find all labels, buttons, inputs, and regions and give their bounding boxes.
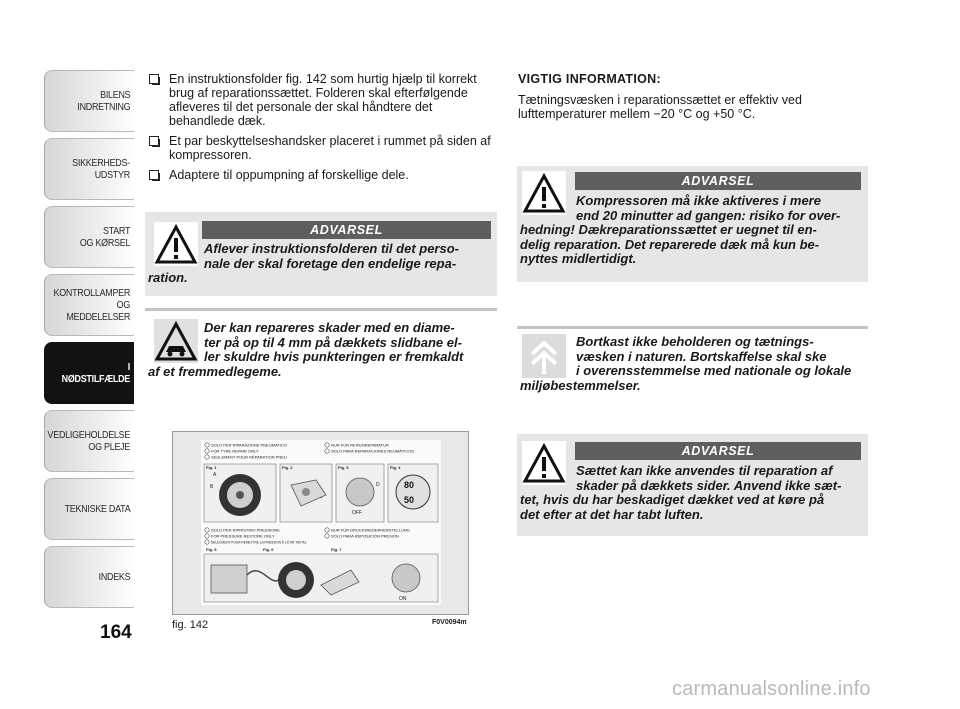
figure-label: 80 bbox=[404, 480, 415, 490]
left-column bbox=[145, 72, 497, 188]
info-title: VIGTIG INFORMATION: bbox=[518, 72, 661, 86]
tab-label: TEKNISKE DATA bbox=[64, 503, 130, 515]
folder-illustration bbox=[201, 440, 441, 605]
panel-text: SOLO PARA REPARACIONES NEUMÁTICOS bbox=[331, 448, 414, 454]
figure-label: Fig. 4 bbox=[390, 465, 401, 470]
tab-sikkerhedsudstyr[interactable] bbox=[44, 138, 134, 200]
figure-label: Fig. 1 bbox=[206, 465, 217, 470]
figure-label: 50 bbox=[404, 495, 415, 505]
figure-label: OFF bbox=[352, 510, 362, 516]
instruction-folder-figure bbox=[172, 431, 469, 615]
tab-label: INDEKS bbox=[98, 571, 130, 583]
warning-text: Kompressoren må ikke aktiveres i mere end 20 minutter ad gangen: risiko for over- hedning! Dækreparationssættet er uegnet til en- delig reparation. Det reparerede dæk må kun be- nyttes midlertidigt. bbox=[520, 193, 841, 267]
panel-text: SOLO PARA REPOSICIÓN PRESIÓN bbox=[331, 533, 399, 539]
panel-text: NUR FÜR DRUCKWIEDERHERSTELLUNG bbox=[331, 527, 410, 533]
tab-label: BILENS INDRETNING bbox=[77, 89, 130, 113]
figure-label: Fig. 2 bbox=[282, 465, 293, 470]
figure-label: Fig. 7 bbox=[331, 547, 342, 552]
environment-note bbox=[517, 329, 868, 409]
panel-text: FOR PRESSURE RESTORE ONLY bbox=[211, 533, 275, 539]
tab-indeks[interactable] bbox=[44, 546, 134, 608]
panel-text: SOLO PER RIPARAZIONE PNEUMATICO bbox=[211, 442, 287, 448]
kit-contents-list bbox=[145, 72, 497, 182]
environment-text: Bortkast ikke beholderen og tætnings- væsken i naturen. Bortskaffelse skal ske i overensstemmelse med nationale og lokale miljøbestemmelser. bbox=[520, 334, 852, 393]
warning-box-folder bbox=[145, 212, 497, 296]
panel-text: FOR TYRE REPAIR ONLY bbox=[211, 448, 259, 454]
warning-heading: ADVARSEL bbox=[575, 172, 861, 190]
tab-label: VEDLIGEHOLDELSE OG PLEJE bbox=[47, 429, 130, 453]
figure-label: D bbox=[376, 482, 380, 488]
tab-label: SIKKERHEDS- UDSTYR bbox=[72, 157, 130, 181]
note-text: Der kan repareres skader med en diame- ter på op til 4 mm på dækkets slidbane el- ler skuldre hvis punkteringen er fremkaldt af et fremmedlegeme. bbox=[148, 320, 464, 379]
tab-i-nodstilfaelde[interactable] bbox=[44, 342, 134, 404]
panel-text: SEULEMENT POUR RÉPARATION PNEU bbox=[211, 454, 287, 460]
panel-text: NUR FÜR REIFENREPARATUR bbox=[331, 442, 389, 448]
figure-label: Fig. 6 bbox=[263, 547, 274, 552]
list-item: Adaptere til oppumpning af forskellige dele. bbox=[145, 168, 497, 182]
checkbox-bullet-icon bbox=[149, 170, 159, 180]
tab-vedligeholdelse[interactable] bbox=[44, 410, 134, 472]
page-number: 164 bbox=[100, 622, 132, 643]
tab-label: START OG KØRSEL bbox=[79, 225, 130, 249]
list-item: Et par beskyttelseshandsker placeret i rummet på siden af kompressoren. bbox=[145, 134, 497, 162]
tab-tekniske-data[interactable] bbox=[44, 478, 134, 540]
checkbox-bullet-icon bbox=[149, 136, 159, 146]
note-box-damage bbox=[145, 311, 497, 381]
figure-code: F0V0094m bbox=[432, 619, 467, 626]
figure-label: Fig. 3 bbox=[338, 465, 349, 470]
tab-label: I NØDSTILFÆLDE bbox=[61, 361, 130, 385]
figure-label: Fig. 5 bbox=[206, 547, 217, 552]
warning-box-sidewall bbox=[517, 434, 868, 536]
figure-label: B bbox=[210, 484, 214, 490]
panel-text: SOLO PER RIPRISTINO PRESSIONE bbox=[211, 527, 280, 533]
chapter-tabs bbox=[44, 70, 134, 614]
tab-label: KONTROLLAMPER OG MEDDELELSER bbox=[53, 287, 130, 323]
tab-start-og-korsel[interactable] bbox=[44, 206, 134, 268]
list-item: En instruktionsfolder fig. 142 som hurtig hjælp til korrekt brug af reparationssættet. Folderen skal efterfølgende afleveres til det personale der skal håndtere det behandlede dæk. bbox=[145, 72, 497, 128]
checkbox-bullet-icon bbox=[149, 74, 159, 84]
panel-text: SEULEMENT POUR REMETTRE LA PRESSION À L'ÉTAT INITIAL bbox=[211, 540, 307, 545]
warning-text: Sættet kan ikke anvendes til reparation af skader på dækkets sider. Anvend ikke sæt- tet, hvis du har beskadiget dækket ved at køre på det efter at det har tabt luften. bbox=[520, 463, 842, 522]
figure-label: ON bbox=[399, 596, 407, 602]
watermark: carmanualsonline.info bbox=[672, 678, 871, 700]
info-text: Tætningsvæsken i reparationssættet er effektiv ved lufttemperaturer mellem −20 °C og +50 °C. bbox=[518, 93, 802, 121]
warning-heading: ADVARSEL bbox=[202, 221, 491, 239]
figure-label: A bbox=[213, 472, 217, 478]
tab-bilens-indretning[interactable] bbox=[44, 70, 134, 132]
warning-box-compressor bbox=[517, 166, 868, 282]
warning-heading: ADVARSEL bbox=[575, 442, 861, 460]
right-column bbox=[508, 72, 870, 121]
warning-text: Aflever instruktionsfolderen til det perso- nale der skal foretage den endelige repa- ration. bbox=[148, 241, 459, 286]
tab-kontrollamper[interactable] bbox=[44, 274, 134, 336]
figure-caption: fig. 142 bbox=[172, 619, 209, 631]
